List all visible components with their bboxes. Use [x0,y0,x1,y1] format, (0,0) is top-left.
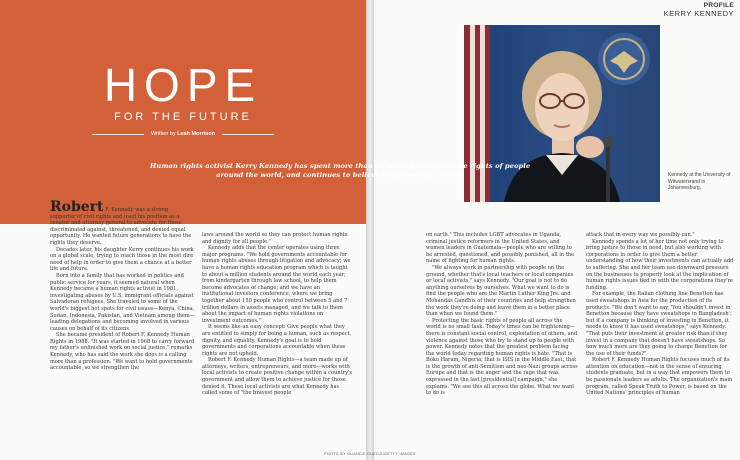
paragraph: She became president of Robert F. Kennedy Human Rights in 1988. "It was started in 1968 to carry forward my father's unfinished work on social justice," remarks Kennedy, who has said the work she does is a calling more than a profession. "We want to hold governments accountable, so we strengthen the [50,332,195,372]
photo-credit: PHOTO BY GUANDJI GUEDJI/GETTY IMAGES [324,452,416,456]
body-column-3 [426,232,578,397]
hero-subtitle: FOR THE FUTURE [114,111,252,123]
byline-author: Leah Morrison [177,131,216,137]
paragraph: Robert F. Kennedy Human Rights focuses much of its attention on education—not in the sense of ensuring students graduate, but in a way that empowers them to be passionate leaders as adults. The organization's main program, called Speak Truth to Power, is based on the United Nations' principles of human [586,357,733,397]
hero-banner [0,0,366,224]
paragraph: It seems like an easy concept: Give people what they are entitled to simply for being a human, such as respect, dignity, and equality. Kennedy's goal is to hold governments and corporations accountable when these rights are not upheld. [202,324,352,357]
paragraph: Decades later, his daughter Kerry continues his work on a global scale, trying to reach those in the most dire need of help in order to give them a chance at a better life and future. [50,246,194,273]
paragraph: "We always work in partnership with people on the ground, whether that's local teachers or local companies or local activists," says Kennedy. "Our goal is not to do anything ourselves by ourselves. What we want to do is find the people who are the Martin Luther King Jrs. and Mohandas Gandhis of their countries and help strengthen the work they're doing and leave them in a better place than when we found them." [426,264,576,318]
left-page [0,0,366,460]
page-gutter [366,0,374,460]
paragraph: F. Kennedy was a strong supporter of civil rights and used his position as a senator and attorney general to advocate for those discriminated against, threatened, and denied equal opportunity. He wanted future generations to have the rights they deserve. [50,207,192,246]
body-column-4 [586,232,736,397]
article-deck: Human rights activist Kerry Kennedy has spent more than 35 years fighting for the rights of people around the world, and continues to believe things will get better. [149,162,531,180]
paragraph: attack that in every way we possibly can." [586,232,695,238]
paragraph: Kennedy spends a lot of her time not only trying to bring justice to those in need, but also working with corporations in order to give them a better understanding of how their investments can actually add to suffering. She and her team use downward pressure on the businesses to properly look at the implication of human rights issues tied in with the corporations they're funding. [586,238,734,291]
running-header-section: PROFILE [703,2,734,9]
paragraph: Protecting the basic rights of people all across the world is no small task. Today's times can be frightening—there is constant social control, exploitation of others, and violence against those who try to stand up to people with power. Kennedy notes that the greatest problem facing the world today regarding human rights is hate. "That is Boko Haram, Nigeria; that is ISIS in the Middle East; that is the growth of anti-Semitism and neo-Nazi groups across Europe and that is the anger and the rage that was expressed in the last [presidential] campaign," she explains. "We see this all across the globe. What we want to do is [426,317,578,397]
photo-caption: Kennedy at the University of Witwatersrand in Johannesburg. [668,172,731,191]
lead-word: Robert [50,199,104,215]
paragraph: Kennedy adds that the center operates using three major programs. "We hold governments accountable for human rights abuses through litigation and advocacy; we have a human rights education program which is taught to about a million students around the world each year, from kindergarten through law school, to help them become advocates of change; and we have an institutional investors conference, where we bring together about 150 people who control between 5 and 7 trillion dollars in assets managed, and we talk to them about the impact of human rights violations on investment outcomes." [202,245,351,324]
paragraph: laws around the world so they can protect human rights and dignity for all people." [202,232,348,245]
body-column-2 [202,232,352,397]
hero-title: HOPE [103,59,263,111]
body-column-1 [50,199,195,372]
byline-rule-right [222,134,274,135]
byline-prefix: Written by [150,131,176,137]
paragraph: Born into a family that has worked in politics and public service for years, it seemed natural when Kennedy became a human rights activist in 1981, investigating abuses by U.S. immigrant officials against Salvadoran refugees. She traveled to some of the world's biggest hot spots for civil issues—Kenya, China, Sudan, Indonesia, Pakistan, and Vietnam among them—leading delegations and becoming involved in various causes on behalf of its citizens. [50,272,195,332]
paragraph: on earth." This includes LGBT advocates in Uganda, criminal justice reformers in the United States, and women leaders in Guatemala—people who are willing to be arrested, questioned, and possibly punished, all in the name of fighting for human rights. [426,232,575,265]
lead-paragraph [50,199,195,247]
paragraph: Robert F. Kennedy Human Rights—a team made up of attorneys, writers, entrepreneurs, and more—works with local activists to create positive change within a country's government and allow them to achieve justice for those denied it. These local activists are what Kennedy has called some of "the bravest people [202,357,353,397]
running-header-name: KERRY KENNEDY [663,9,734,18]
byline [0,131,366,137]
paragraph: For example, the Italian clothing line Benetton has used sweatshops in Asia for the production of its products. "We don't want to say, 'You shouldn't invest in Benetton because they have sweatshops in Bangladesh'; but if a company is thinking of investing in Benetton, it needs to know it has used sweatshops," says Kennedy. "That puts their investment at greater risk than if they invest in a company that doesn't have sweatshops. So how much more are they going to charge Benetton for the use of their funds?" [586,291,732,357]
